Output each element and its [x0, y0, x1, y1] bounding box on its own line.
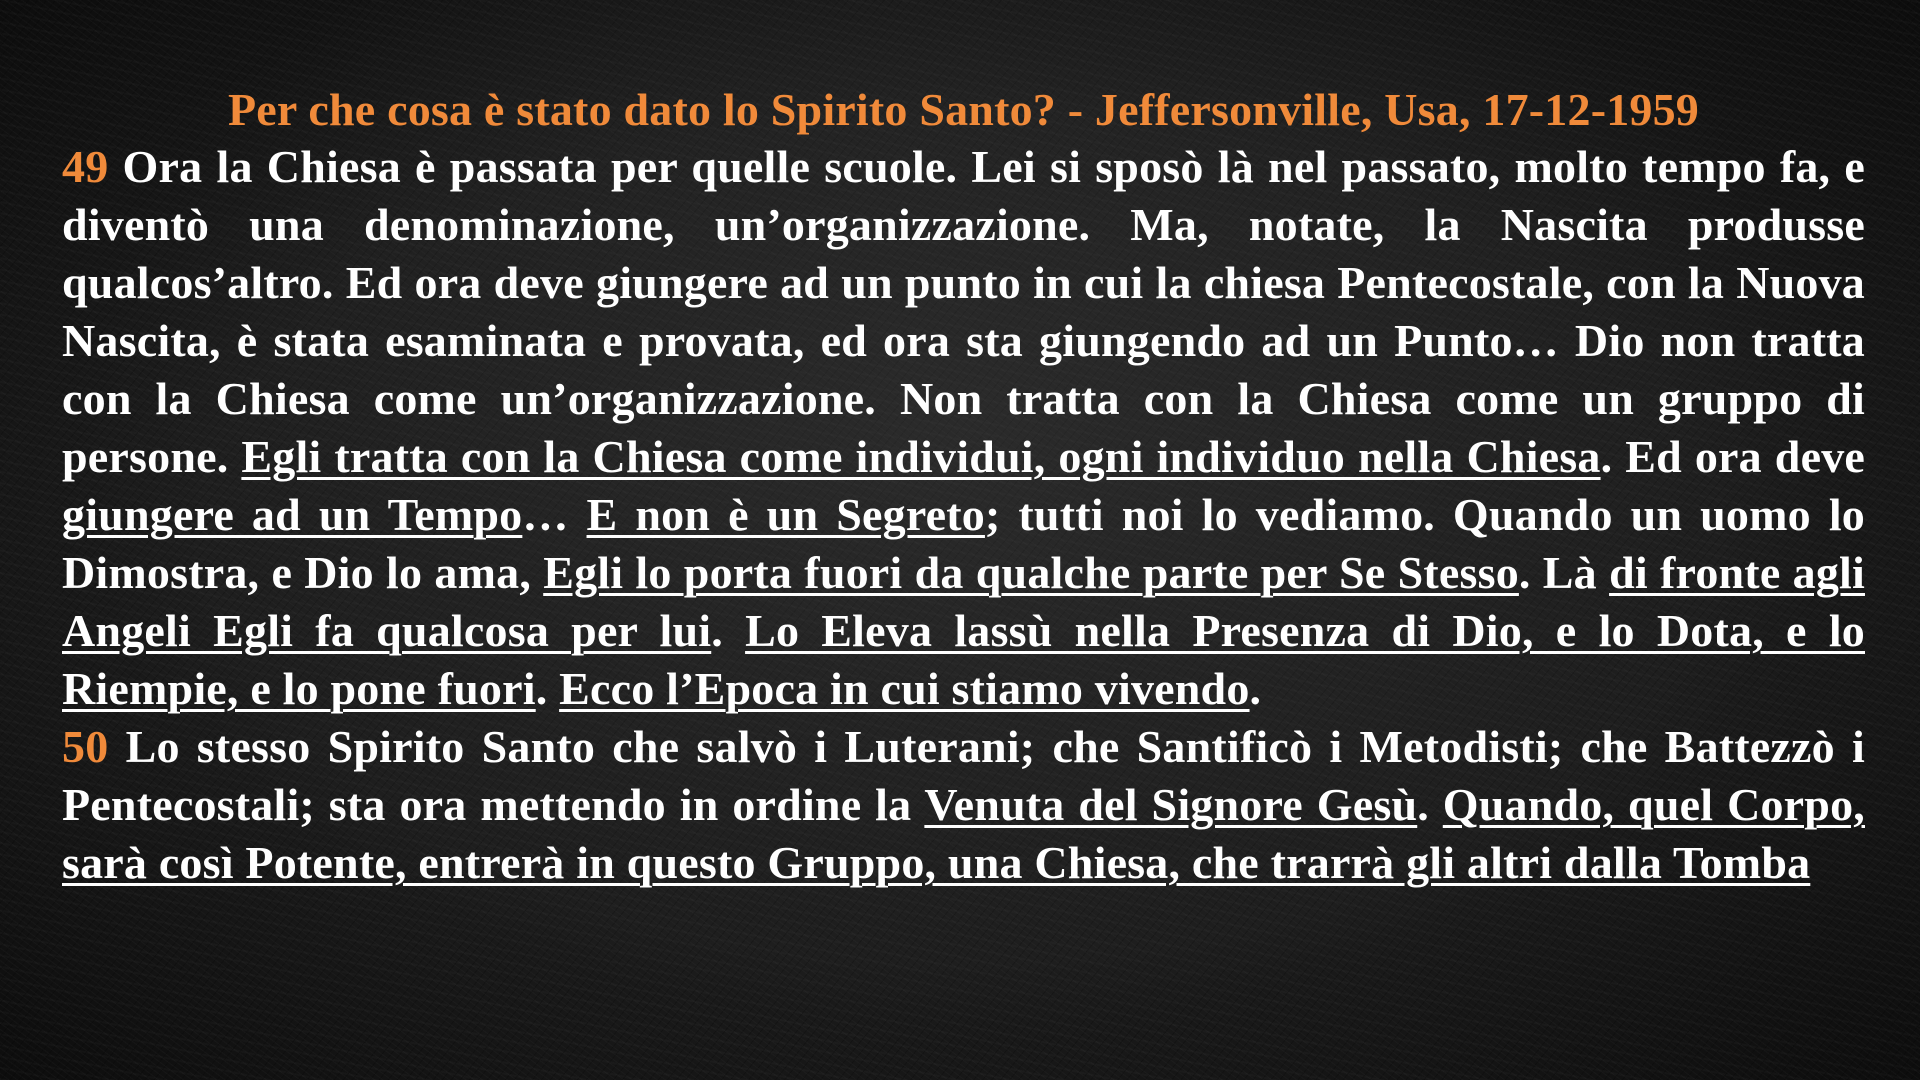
underlined-segment: E non è un Segreto [586, 489, 985, 540]
paragraph-number: 50 [62, 721, 109, 772]
page-title: Per che cosa è stato dato lo Spirito Santo? - Jeffersonville, Usa, 17-12-1959 [227, 84, 1700, 135]
underlined-segment: giungere ad un Tempo [62, 489, 523, 540]
text-segment: . [1249, 663, 1262, 714]
paragraph-50 [62, 718, 1865, 892]
text-segment: ; tutti noi lo vediamo. Quando un uomo lo Dimostra, e Dio lo ama, [62, 489, 1865, 598]
underlined-segment: Venuta del Signore Gesù [924, 779, 1418, 830]
underlined-segment: Egli tratta con la Chiesa come individui, ogni individuo nella Chiesa [241, 431, 1601, 482]
text-segment: . [711, 605, 746, 656]
underlined-segment: di fronte agli Angeli Egli fa qualcosa per lui [62, 547, 1865, 656]
text-segment: . [1417, 779, 1443, 830]
paragraph-number: 49 [62, 141, 109, 192]
text-segment: Lo stesso Spirito Santo che salvò i Luterani; che Santificò i Metodisti; che Battezzò i Pentecostali; sta ora mettendo in ordine la [62, 721, 1865, 830]
underlined-segment: Egli lo porta fuori da qualche parte per Se Stesso [543, 547, 1519, 598]
underlined-segment: Lo Eleva lassù nella Presenza di Dio, e lo Dota, e lo Riempie, e lo pone fuori [62, 605, 1865, 714]
text-segment: … [522, 489, 587, 540]
text-segment: Ora la Chiesa è passata per quelle scuole. Lei si sposò là nel passato, molto tempo fa, e diventò una denominazione, un’organizzazione. Ma, notate, la Nascita produsse qualcos’altro. Ed ora deve giungere ad un punto in cui la chiesa Pentecostale, con la Nuova Nascita, è stata esaminata e provata, ed ora sta giungendo ad un Punto… Dio non tratta con la Chiesa come un’organizzazione. Non tratta con la Chiesa come un gruppo di persone. [62, 141, 1865, 482]
text-segment: . Là [1518, 547, 1610, 598]
text-segment: . [535, 663, 560, 714]
text-segment: . Ed ora deve [1600, 431, 1866, 482]
underlined-segment: Ecco l’Epoca in cui stiamo vivendo [559, 663, 1250, 714]
paragraph-49 [62, 138, 1865, 718]
underlined-segment: Quando, quel Corpo, sarà così Potente, entrerà in questo Gruppo, una Chiesa, che trarrà gli altri dalla Tomba [62, 779, 1865, 888]
slide-content [62, 82, 1865, 892]
